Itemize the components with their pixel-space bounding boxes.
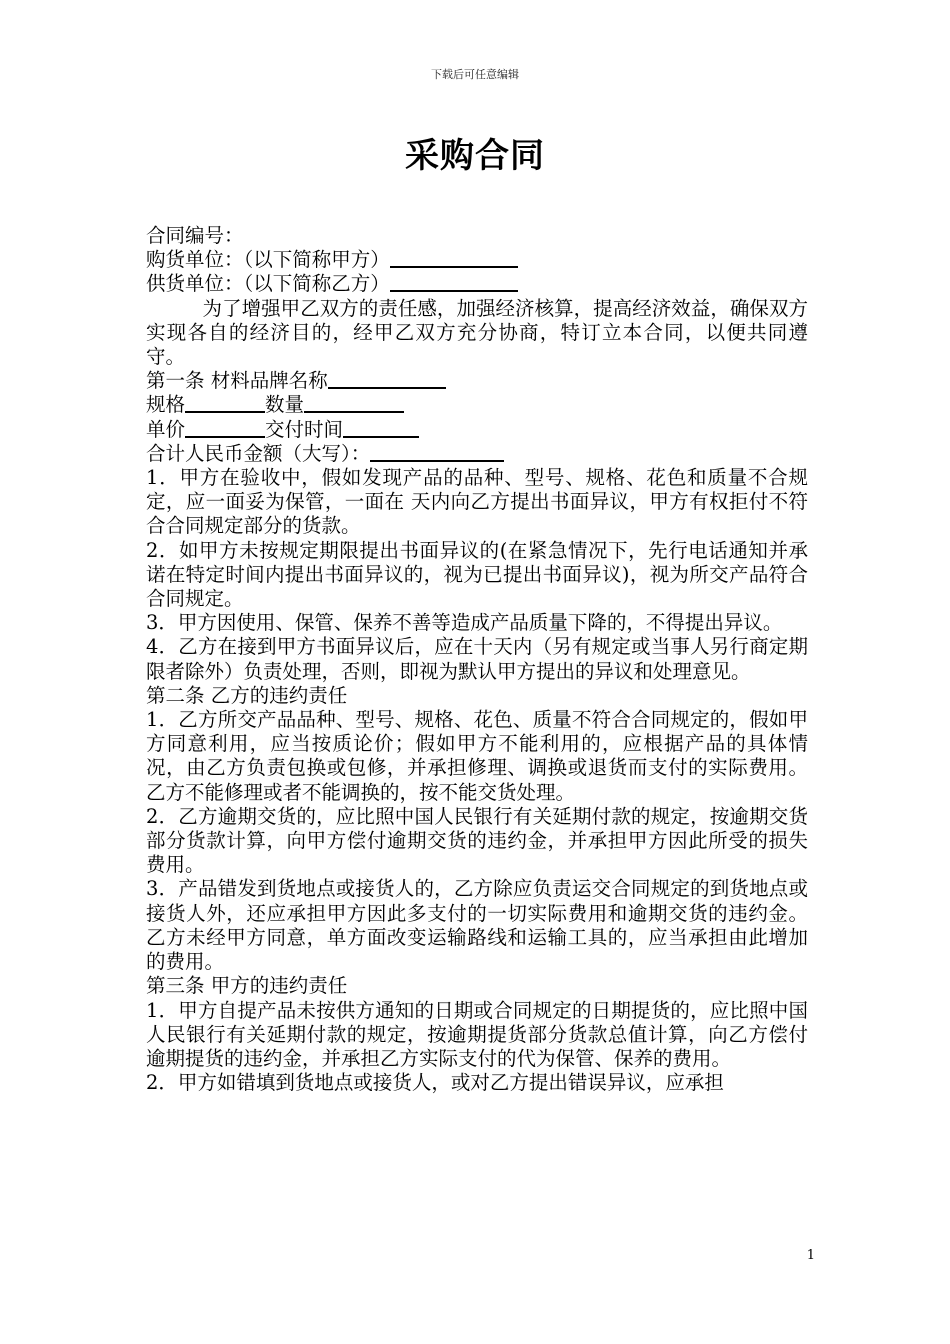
buyer-label: 购货单位：（以下简称甲方） [146,248,390,272]
contract-body [146,224,808,1095]
price-blank [185,418,265,438]
price-delivery-line [146,418,808,442]
page-number: 1 [806,1248,815,1263]
article-3-item-2: 2．甲方如错填到货地点或接货人，或对乙方提出错误异议，应承担 [146,1071,724,1095]
article-2-item-1: 1．乙方所交产品品种、型号、规格、花色、质量不符合合同规定的，假如甲方同意利用，应当按质论价；假如甲方不能利用的，应根据产品的具体情况，由乙方负责包换或包修，并承担修理、调换或退货而支付的实际费用。乙方不能修理或者不能调换的，按不能交货处理。 [146,708,808,804]
total-amount-label: 合计人民币金额（大写）： [146,441,371,465]
article-1-heading: 第一条 材料品牌名称 [146,369,328,393]
spec-label: 规格 [146,393,186,417]
spec-blank [185,393,265,413]
page-header-note: 下载后可任意编辑 [431,68,519,81]
contract-number-label: 合同编号： [146,224,244,247]
article-2-item-3: 3．产品错发到货地点或接货人的，乙方除应负责运交合同规定的到货地点或接货人外，还应承担甲方因此多支付的一切实际费用和逾期交货的违约金。乙方未经甲方同意，单方面改变运输路线和运输工具的，应当承担由此增加的费用。 [146,877,808,974]
delivery-time-blank [343,418,419,438]
article-2-item-2: 2．乙方逾期交货的，应比照中国人民银行有关延期付款的规定，按逾期交货部分货款计算，向甲方偿付逾期交货的违约金，并承担甲方因此所受的损失费用。 [146,804,808,877]
article-1-heading-line [146,369,808,393]
document-title: 采购合同 [405,136,545,176]
buyer-line [146,248,808,272]
quantity-label: 数量 [265,393,305,417]
article-1-item-4: 4．乙方在接到甲方书面异议后，应在十天内（另有规定或当事人另行商定期限者除外）负责处理，否则，即视为默认甲方提出的异议和处理意见。 [146,635,808,683]
delivery-time-label: 交付时间 [265,417,344,441]
total-amount-blank [370,442,504,462]
article-1-item-2: 2．如甲方未按规定期限提出书面异议的(在紧急情况下，先行电话通知并承诺在特定时间内提出书面异议的，视为已提出书面异议)，视为所交产品符合合同规定。 [146,538,808,611]
contract-number-line [146,224,808,248]
article-3-heading: 第三条 甲方的违约责任 [146,974,348,998]
seller-blank [390,272,518,292]
article-1-item-1: 1．甲方在验收中，假如发现产品的品种、型号、规格、花色和质量不合规定，应一面妥为保管，一面在 天内向乙方提出书面异议，甲方有权拒付不符合合同规定部分的货款。 [146,466,808,538]
quantity-blank [304,393,404,413]
total-amount-line [146,442,808,466]
spec-quantity-line [146,393,808,417]
price-label: 单价 [146,417,186,441]
intro-paragraph: 为了增强甲乙双方的责任感，加强经济核算，提高经济效益，确保双方实现各自的经济目的，经甲乙双方充分协商，特订立本合同，以便共同遵守。 [146,296,808,369]
brand-name-blank [328,369,446,389]
article-3-item-1: 1．甲方自提产品未按供方通知的日期或合同规定的日期提货的，应比照中国人民银行有关延期付款的规定，按逾期提货部分货款总值计算，向乙方偿付逾期提货的违约金，并承担乙方实际支付的代为保管、保养的费用。 [146,998,808,1070]
seller-line [146,272,808,296]
article-1-item-3: 3．甲方因使用、保管、保养不善等造成产品质量下降的，不得提出异议。 [146,611,783,635]
article-2-heading: 第二条 乙方的违约责任 [146,683,348,707]
seller-label: 供货单位：（以下简称乙方） [146,272,390,296]
buyer-blank [390,248,518,268]
